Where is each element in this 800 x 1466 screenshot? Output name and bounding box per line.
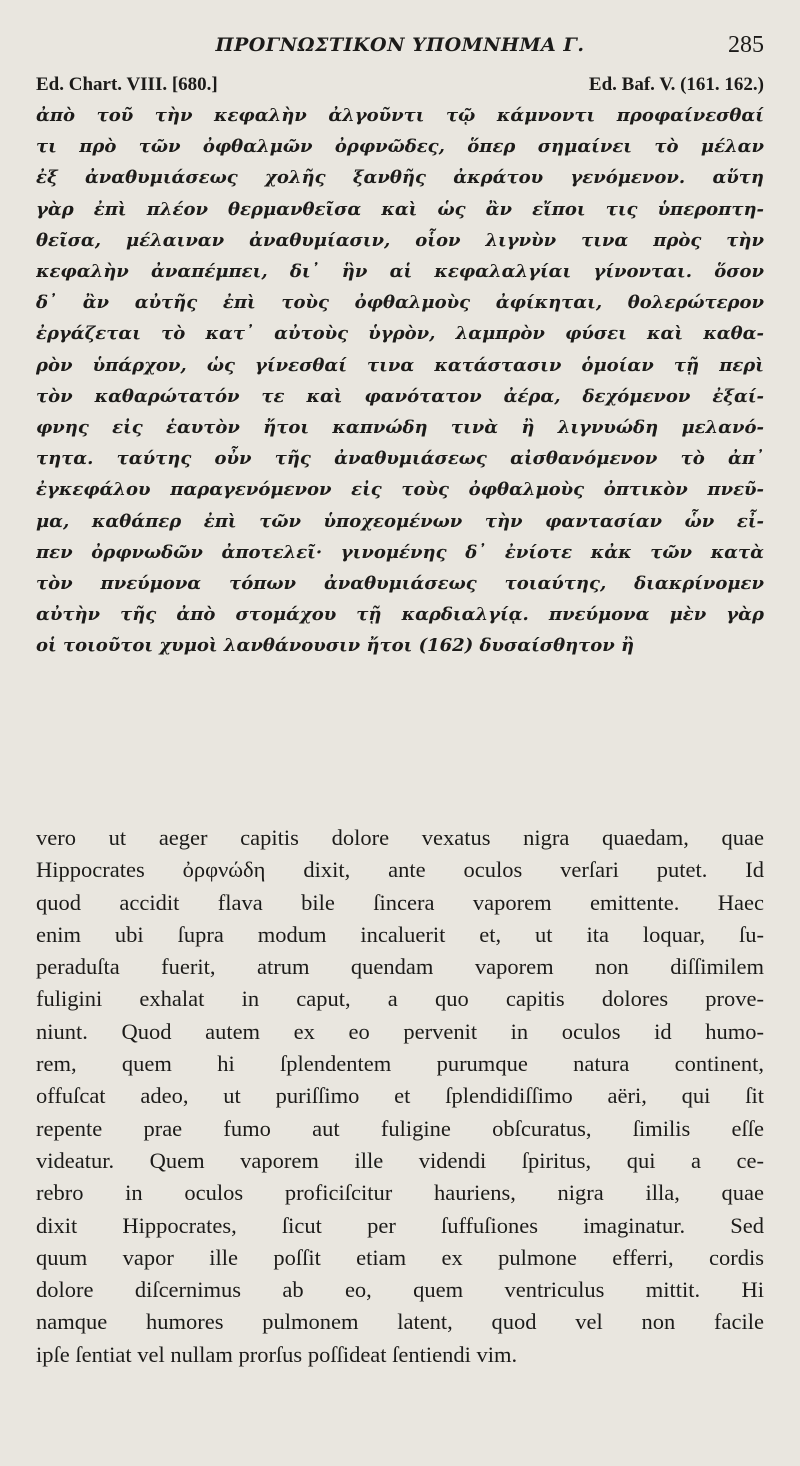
greek-text-line: μα, καθάπερ ἐπὶ τῶν ὑποχεομένων τὴν φαντασίαν ὧν εἶ- [36, 510, 764, 532]
greek-text-line: τὸν πνεύμονα τόπων ἀναθυμιάσεως τοιαύτης, διακρίνομεν [36, 573, 764, 595]
latin-text-line: dolore diſcernimus ab eo, quem ventriculus mittit. Hi [36, 1277, 764, 1303]
running-head [36, 34, 764, 64]
greek-text-line: ἐργάζεται τὸ κατ᾽ αὐτοὺς ὑγρὸν, λαμπρὸν φύσει καὶ καθα- [36, 323, 764, 345]
greek-text-line: ἀπὸ τοῦ τὴν κεφαλὴν ἀλγοῦντι τῷ κάμνοντι προφαίνεσθαί [36, 105, 764, 126]
latin-text-line: peraduſta fuerit, atrum quendam vaporem non diſſimilem [36, 954, 764, 980]
greek-text-line: τι πρὸ τῶν ὀφθαλμῶν ὀρφνῶδες, ὅπερ σημαίνει τὸ μέλαν [36, 136, 764, 158]
greek-text-line: γὰρ ἐπὶ πλέον θερμανθεῖσα καὶ ὡς ἂν εἴποι τις ὑπεροπτη- [36, 198, 764, 220]
latin-text-line: quum vapor ille poſſit etiam ex pulmone efferri, cordis [36, 1244, 764, 1270]
page-number: 285 [728, 32, 764, 58]
latin-text-line: quod accidit flava bile ſincera vaporem emittente. Haec [36, 889, 764, 915]
latin-text-line: videatur. Quem vaporem ille videndi ſpiritus, qui a ce- [36, 1147, 764, 1173]
greek-text-line: ρὸν ὑπάρχον, ὡς γίνεσθαί τινα κατάστασιν ὁμοίαν τῇ περὶ [36, 354, 764, 376]
latin-text-line: vero ut aeger capitis dolore vexatus nigra quaedam, quae [36, 825, 764, 850]
latin-text-line: dixit Hippocrates, ſicut per ſuffuſiones imaginatur. Sed [36, 1212, 764, 1238]
greek-text-line: θεῖσα, μέλαιναν ἀναθυμίασιν, οἷον λιγνὺν τινα πρὸς τὴν [36, 229, 764, 251]
latin-text-line: niunt. Quod autem ex eo pervenit in oculos id humo- [36, 1018, 764, 1044]
edition-reference-line [36, 74, 764, 98]
latin-text-line: offuſcat adeo, ut puriſſimo et ſplendidiſſimo aëri, qui ſit [36, 1083, 764, 1109]
latin-text-line: namque humores pulmonem latent, quod vel non facile [36, 1309, 764, 1335]
latin-text-line: Hippocrates ὀρφνώδη dixit, ante oculos verſari putet. Id [36, 857, 764, 883]
latin-text-line: repente prae fumo aut fuligine obſcuratus, ſimilis eſſe [36, 1115, 764, 1141]
greek-text-line: ἐγκεφάλου παραγενόμενον εἰς τοὺς ὀφθαλμοὺς ὀπτικὸν πνεῦ- [36, 479, 764, 501]
latin-text-line: ipſe ſentiat vel nullam prorſus poſſideat ſentiendi vim. [36, 1341, 518, 1367]
latin-text-line: fuligini exhalat in caput, a quo capitis dolores prove- [36, 986, 764, 1012]
greek-text-line: τητα. ταύτης οὖν τῆς ἀναθυμιάσεως αἰσθανόμενον τὸ ἀπ᾽ [36, 448, 764, 470]
edition-reference-basel: Ed. Baf. V. (161. 162.) [588, 74, 764, 95]
greek-text-block [36, 100, 764, 662]
greek-text-line: οἱ τοιοῦτοι χυμοὶ λανθάνουσιν ἤτοι (162) δυσαίσθητον ἢ [36, 635, 635, 657]
greek-text-line: τὸν καθαρώτατόν τε καὶ φανότατον ἀέρα, δεχόμενον ἐξαί- [36, 385, 764, 407]
running-title: ΠΡΟΓΝΩΣΤΙΚΟΝ ΥΠΟΜΝΗΜΑ Γ. [215, 34, 585, 56]
greek-text-line: αὐτὴν τῆς ἀπὸ στομάχου τῇ καρδιαλγίᾳ. πνεύμονα μὲν γὰρ [36, 604, 764, 626]
edition-reference-chartier: Ed. Chart. VIII. [680.] [36, 74, 218, 95]
latin-text-block [36, 822, 764, 1371]
latin-text-line: rem, quem hi ſplendentem purumque natura continent, [36, 1051, 764, 1077]
greek-text-line: δ᾽ ἂν αὐτῆς ἐπὶ τοὺς ὀφθαλμοὺς ἀφίκηται, θολερώτερον [36, 292, 764, 314]
latin-text-line: enim ubi ſupra modum incaluerit et, ut ita loquar, ſu- [36, 921, 764, 947]
latin-text-line: rebro in oculos proficiſcitur hauriens, nigra illa, quae [36, 1180, 764, 1206]
greek-text-line: πεν ὀρφνωδῶν ἀποτελεῖ· γινομένης δ᾽ ἐνίοτε κἀκ τῶν κατὰ [36, 541, 764, 563]
greek-text-line: φνης εἰς ἑαυτὸν ἤτοι καπνώδη τινὰ ἢ λιγνυώδη μελανό- [36, 417, 764, 439]
greek-text-line: κεφαλὴν ἀναπέμπει, δι᾽ ἣν αἱ κεφαλαλγίαι γίνονται. ὅσον [36, 261, 764, 283]
greek-text-line: ἐξ ἀναθυμιάσεως χολῆς ξανθῆς ἀκράτου γενόμενον. αὕτη [36, 167, 764, 189]
